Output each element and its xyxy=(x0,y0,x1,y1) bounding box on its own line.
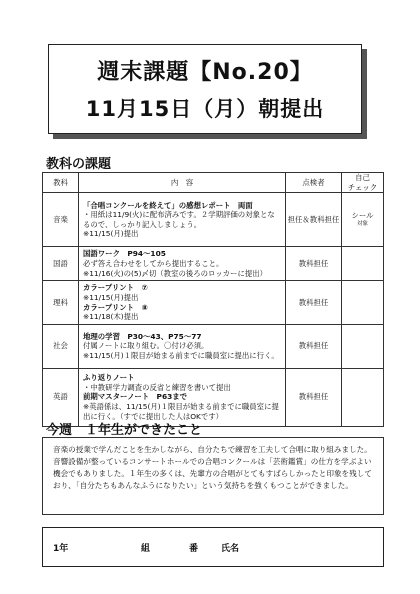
content-cell xyxy=(79,193,286,247)
check-cell[interactable] xyxy=(342,368,384,426)
task-deadline: ※11/16(火)の(5)〆切（教室の後ろのロッカーに提出） xyxy=(83,268,268,278)
class-label: 組 xyxy=(141,544,151,554)
content-cell xyxy=(79,281,286,325)
page-title: 週末課題【No.20】 xyxy=(97,60,313,85)
header-teacher: 点検者 xyxy=(286,173,342,193)
task-heading-2: 前期マスターノート P63まで xyxy=(83,392,188,402)
week-summary: 音楽の授業で学んだことを生かしながら、自分たちで練習を工夫して合唱に取り組みました。音響設備が整っているコンサートホールでの合唱コンクールは「芸術鑑賞」の仕方を学ぶよい機会でもありました。１年生の多くは、先輩方の合唱がとてもすばらしかったと印象を残しており、「自分たちもあんなふうになりたい」という気持ちを強くもつことができました。 xyxy=(42,437,384,515)
section-title-tasks: 教科の課題 xyxy=(46,157,112,172)
name-entry-box[interactable] xyxy=(42,527,384,567)
tasks-table xyxy=(42,172,384,427)
task-deadline: ※11/15(月)提出 xyxy=(83,292,139,302)
check-cell[interactable] xyxy=(342,324,384,368)
header-check xyxy=(342,173,384,193)
task-heading: 地理の学習 P30～43、P75～77 xyxy=(83,331,202,341)
task-heading: 「合唱コンクールを終えて」の感想レポート 両面 xyxy=(83,200,253,210)
task-detail: ・中教研学力調査の反省と練習を書いて提出 xyxy=(83,382,231,392)
section-title-week: 今週 １年生ができたこと xyxy=(46,423,203,438)
check-cell[interactable] xyxy=(342,193,384,247)
table-row-science xyxy=(43,281,384,325)
subject-cell: 社会 xyxy=(43,324,79,368)
task-heading: 国語ワーク P94～105 xyxy=(83,249,166,259)
task-detail: 必ず答え合わせをしてから提出すること。 xyxy=(83,258,224,268)
task-deadline: ※11/15(月)提出 xyxy=(83,229,139,239)
task-deadline-2: ※11/18(木)提出 xyxy=(83,312,139,322)
task-heading-2: カラープリント ⑧ xyxy=(83,302,148,312)
teacher-cell: 教科担任 xyxy=(286,247,342,281)
teacher-cell: 教科担任 xyxy=(286,281,342,325)
header-subject: 教科 xyxy=(43,173,79,193)
content-cell xyxy=(79,324,286,368)
table-row-english xyxy=(43,368,384,426)
table-row-music xyxy=(43,193,384,247)
table-header-row xyxy=(43,173,384,193)
task-heading: カラープリント ⑦ xyxy=(83,283,148,293)
check-cell[interactable] xyxy=(342,281,384,325)
sticker-sub-label: 対象 xyxy=(356,220,368,227)
teacher-cell: 担任＆教科担任 xyxy=(286,193,342,247)
title-box xyxy=(48,44,362,134)
header-check-line2: チェック xyxy=(347,182,378,192)
task-deadline: ※11/15(月)１限目が始まる前までに職員室に提出に行く。 xyxy=(83,351,279,361)
task-detail: ・用紙は11/9(火)に配布済みです。２学期評価の対象となるので、しっかり記入しましょう。 xyxy=(83,210,275,229)
task-heading: ふり返りノート xyxy=(83,373,135,383)
header-content: 内 容 xyxy=(79,173,286,193)
table-row-social xyxy=(43,324,384,368)
content-cell xyxy=(79,368,286,426)
subject-cell: 国語 xyxy=(43,247,79,281)
content-cell xyxy=(79,247,286,281)
number-label: 番 xyxy=(189,544,199,554)
teacher-cell: 教科担任 xyxy=(286,324,342,368)
task-deadline: ※英語係は、11/15(月)１限目が始まる前までに職員室に提出に行く。（すでに提出した人はOKです） xyxy=(83,402,279,421)
name-label: 氏名 xyxy=(221,544,240,554)
task-detail: 付属ノートに取り組む。〇付け必須。 xyxy=(83,341,209,351)
subject-cell: 音楽 xyxy=(43,193,79,247)
sticker-label: シール xyxy=(351,211,374,221)
table-row-japanese xyxy=(43,247,384,281)
subject-cell: 英語 xyxy=(43,368,79,426)
header-check-line1: 自己 xyxy=(355,173,370,182)
due-date: 11月15日（月）朝提出 xyxy=(85,97,325,121)
teacher-cell: 教科担任 xyxy=(286,368,342,426)
grade-label: 1年 xyxy=(53,544,69,554)
check-cell[interactable] xyxy=(342,247,384,281)
subject-cell: 理科 xyxy=(43,281,79,325)
